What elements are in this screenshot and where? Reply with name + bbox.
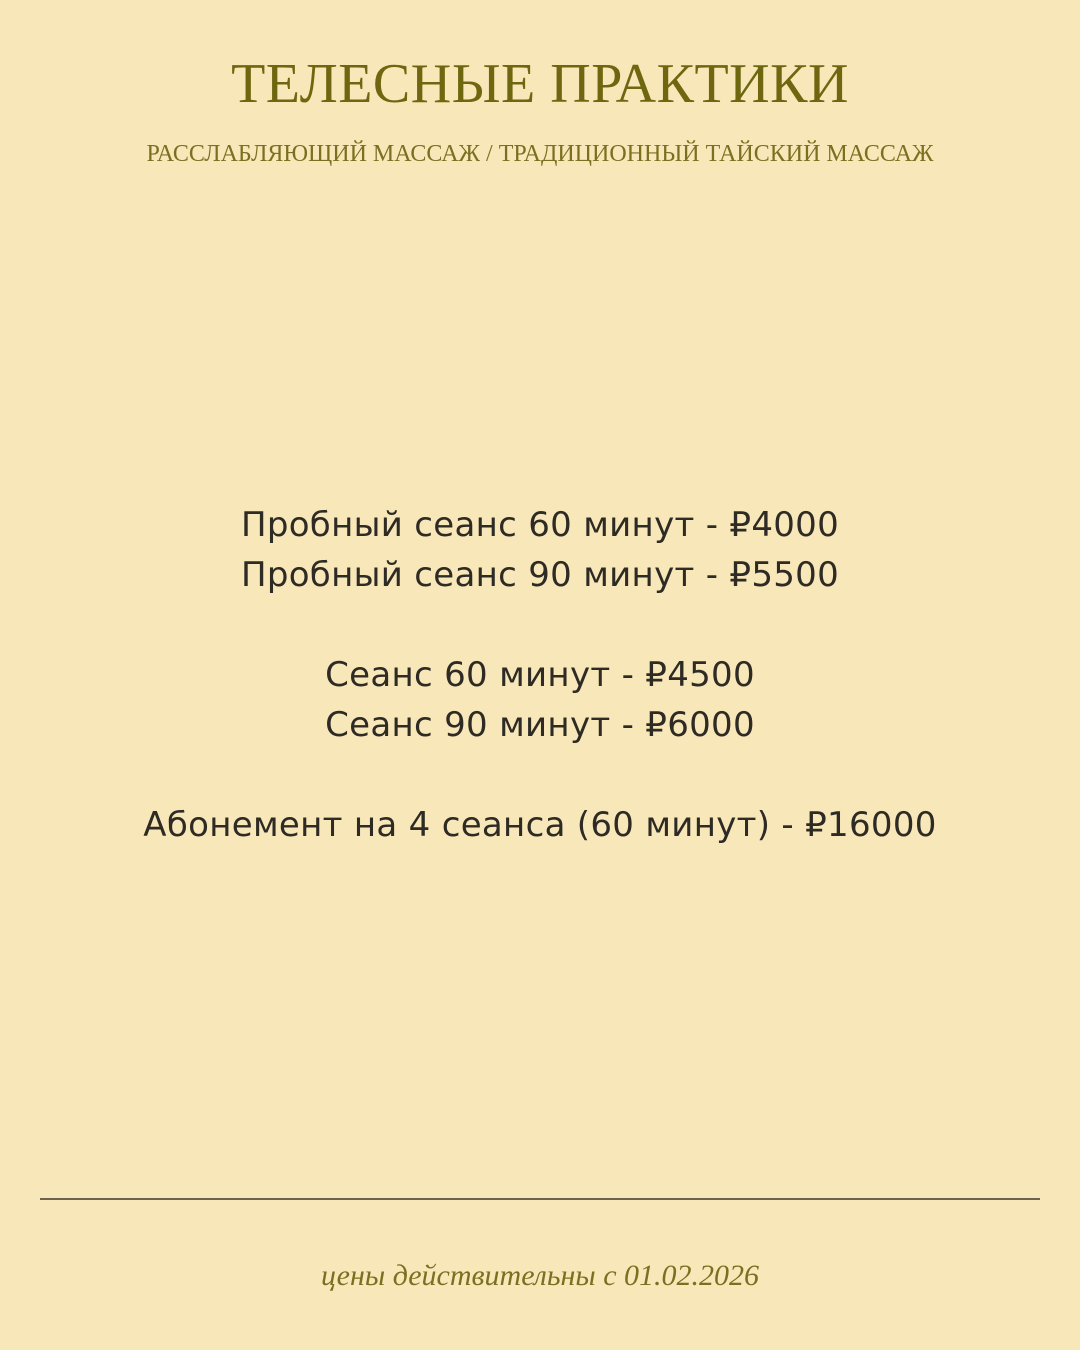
page-subtitle: РАССЛАБЛЯЮЩИЙ МАССАЖ / ТРАДИЦИОННЫЙ ТАЙСКИЙ МАССАЖ: [146, 141, 934, 167]
price-item-trial-90: Пробный сеанс 90 минут - ₽5500: [240, 555, 840, 595]
page-title: ТЕЛЕСНЫЕ ПРАКТИКИ: [231, 53, 849, 115]
price-list: [0, 500, 1080, 850]
price-item-subscription: Абонемент на 4 сеанса (60 минут) - ₽16000: [143, 805, 937, 845]
price-item-trial-60: Пробный сеанс 60 минут - ₽4000: [240, 505, 840, 545]
price-item-session-60: Сеанс 60 минут - ₽4500: [325, 655, 755, 695]
footer-note: цены действительны с 01.02.2026: [320, 1259, 760, 1292]
spacer: [0, 600, 1080, 650]
price-item-session-90: Сеанс 90 минут - ₽6000: [325, 705, 755, 745]
spacer: [0, 750, 1080, 800]
footer-divider: [40, 1198, 1040, 1200]
